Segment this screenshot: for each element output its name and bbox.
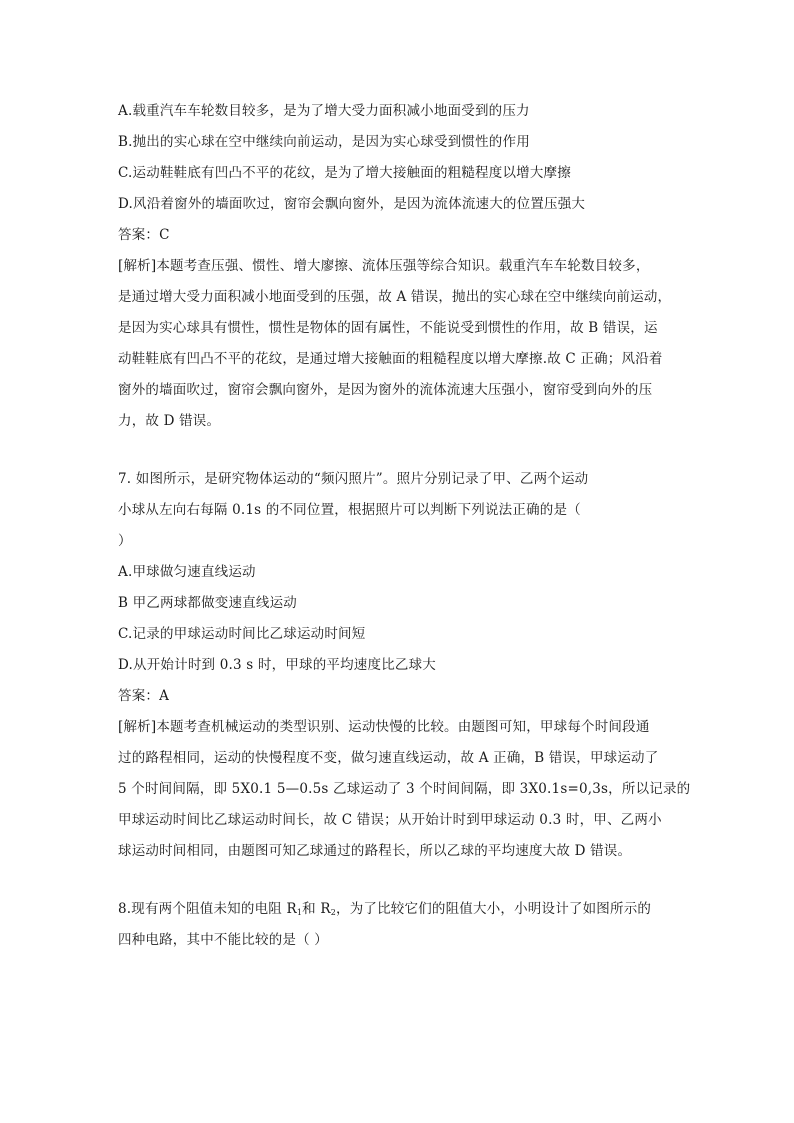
q8-stem-part-2: 和 R: [302, 901, 331, 917]
q6-analysis-line-4: 动鞋鞋底有凹凸不平的花纹，是通过增大接触面的粗糙程度以增大摩擦.故 C 正确；风沿着: [118, 351, 663, 367]
q7-answer: 答案：A: [118, 688, 170, 704]
q6-option-c: C.运动鞋鞋底有凹凸不平的花纹，是为了增大接触面的粗糙程度以增大摩擦: [118, 165, 571, 181]
q6-option-b: B.抛出的实心球在空中继续向前运动，是因为实心球受到惯性的作用: [118, 134, 530, 150]
q7-analysis-line-1: [解析]本题考查机械运动的类型识别、运动快慢的比较。由题图可知，甲球每个时间段通: [118, 719, 650, 735]
q8-stem-part-1: 8.现有两个阻值未知的电阻 R: [118, 901, 297, 917]
q6-analysis-line-6: 力，故 D 错误。: [118, 413, 221, 429]
q6-analysis-line-2: 是通过增大受力面积减小地面受到的压强，故 A 错误，抛出的实心球在空中继续向前运动，: [118, 289, 672, 305]
q7-stem-line-3: ）: [118, 533, 132, 549]
q7-analysis-line-4: 甲球运动时间比乙球运动时间长，故 C 错误；从开始计时到甲球运动 0.3 时，甲、乙两小: [118, 812, 662, 828]
q6-option-d: D.风沿着窗外的墙面吹过，窗帘会飘向窗外，是因为流体流速大的位置压强大: [118, 196, 586, 212]
q7-option-d: D.从开始计时到 0.3 s 时，甲球的平均速度比乙球大: [118, 657, 437, 673]
r1-subscript: 1: [296, 908, 303, 917]
q6-analysis-line-5: 窗外的墙面吹过，窗帘会飘向窗外，是因为窗外的流体流速大压强小，窗帘受到向外的压: [118, 382, 653, 398]
q7-analysis-line-5: 球运动时间相同，由题图可知乙球通过的路程长，所以乙球的平均速度大故 D 错误。: [118, 843, 632, 859]
section-gap: [118, 867, 678, 894]
q7-stem-line-2: 小球从左向右每隔 0.1s 的不同位置，根据照片可以判断下列说法正确的是（: [118, 502, 581, 518]
q6-option-a: A.载重汽车车轮数目较多，是为了增大受力面积减小地面受到的压力: [118, 103, 530, 119]
r2-subscript: 2: [330, 908, 336, 917]
q8-stem-line-2: 四种电路，其中不能比较的是（ ）: [118, 932, 328, 948]
document-page: [118, 96, 691, 956]
section-gap: [118, 437, 678, 464]
q6-analysis-line-1: [解析]本题考查压强、惯性、增大廖擦、流体压强等综合知识。载重汽车车轮数目较多，: [118, 258, 650, 274]
q7-analysis-line-3: 5 个时间间隔，即 5X0.1 5—0.5s 乙球运动了 3 个时间间隔，即 3X0.1s=0,3s，所以记录的: [118, 781, 691, 797]
q7-stem-line-1: 7. 如图所示，是研究物体运动的“频闪照片”。照片分别记录了甲、乙两个运动: [118, 471, 589, 487]
q8-stem-part-3: ，为了比较它们的阻值大小，小明设计了如图所示的: [336, 901, 652, 917]
q7-option-b: B 甲乙两球都做变速直线运动: [118, 595, 298, 611]
q6-analysis-line-3: 是因为实心球具有惯性，惯性是物体的固有属性，不能说受到惯性的作用，故 B 错误，运: [118, 320, 658, 336]
q7-analysis-line-2: 过的路程相同，运动的快慢程度不变，做匀速直线运动，故 A 正确，B 错误，甲球运动了: [118, 750, 659, 766]
q7-option-c: C.记录的甲球运动时间比乙球运动时间短: [118, 626, 366, 642]
q7-option-a: A.甲球做匀速直线运动: [118, 564, 256, 580]
q6-answer: 答案：C: [118, 227, 170, 243]
q8-stem-line-1: [118, 894, 678, 925]
